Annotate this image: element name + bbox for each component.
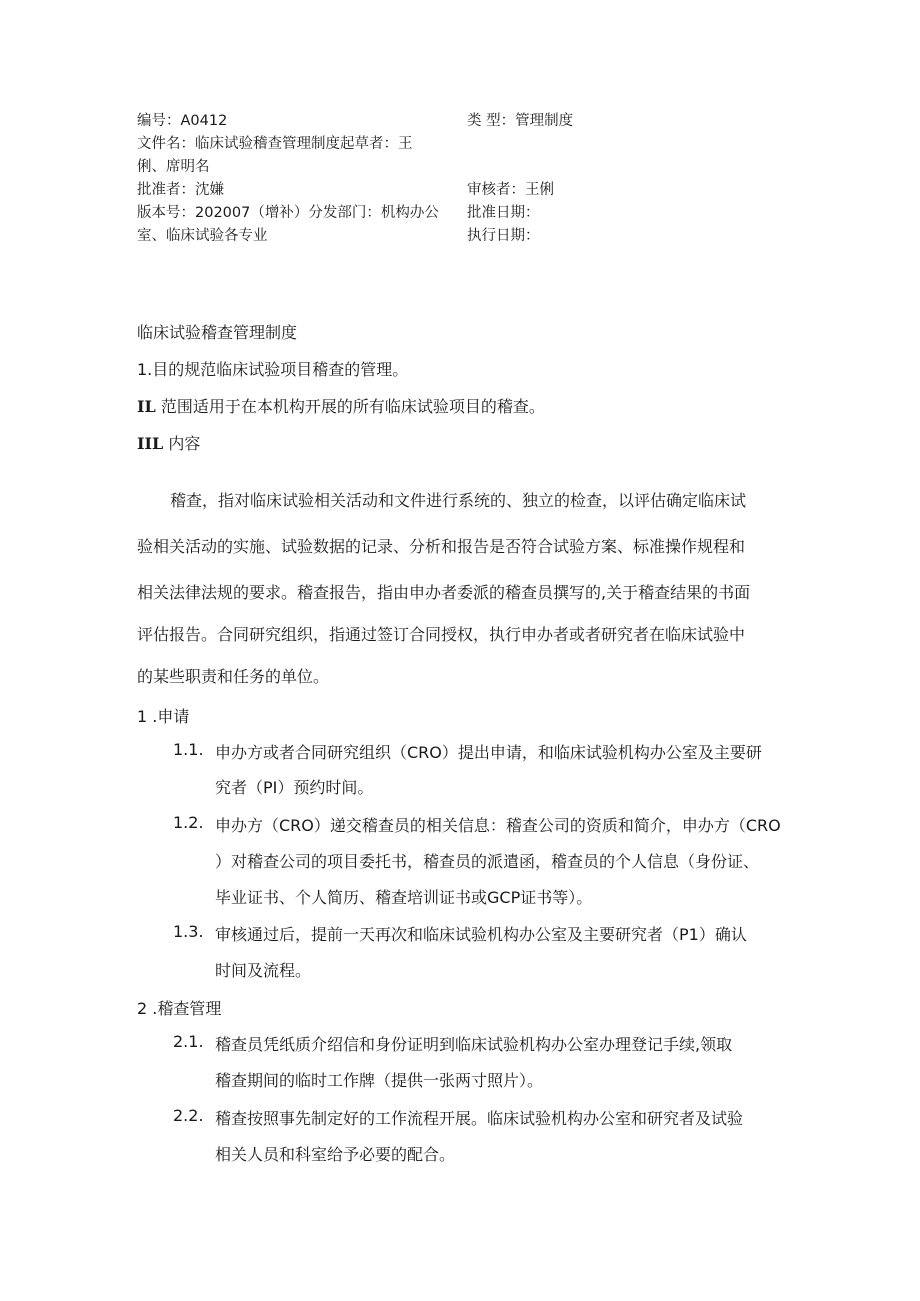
definition-line: 的某些职责和任务的单位。: [137, 667, 330, 686]
item-line: 究者（PI）预约时间。: [215, 778, 374, 797]
section-heading-apply: [137, 704, 189, 727]
doc-code: 编号：A0412: [137, 113, 228, 129]
item-number: 1.1.: [173, 740, 204, 759]
definition-line: 评估报告。合同研究组织，指通过签订合同授权，执行申办者或者研究者在临床试验中: [137, 625, 746, 644]
purpose-text: 目的规范临床试验项目稽查的管理。: [152, 360, 409, 379]
item-line: 审核通过后，提前一天再次和临床试验机构办公室及主要研究者（P1）确认: [215, 925, 747, 944]
doc-filename-line1: 文件名：临床试验稽查管理制度起草者：王: [137, 136, 413, 152]
document-meta-right: [467, 110, 767, 248]
section-heading-audit: [137, 996, 221, 1019]
document-meta-left: [137, 110, 447, 248]
doc-reviewer: 审核者：王俐: [467, 182, 554, 198]
item-line: 申办方或者合同研究组织（CRO）提出申请，和临床试验机构办公室及主要研: [215, 743, 762, 762]
section-title: 申请: [157, 707, 190, 726]
section-title: 稽查管理: [157, 999, 222, 1018]
purpose-number: 1.: [137, 360, 153, 379]
doc-approver: 批准者：沈嫌: [137, 182, 224, 198]
item-number: 2.2.: [173, 1106, 204, 1125]
purpose-line: [137, 357, 408, 380]
scope-number: IL: [137, 397, 156, 416]
item-number: 1.2.: [173, 813, 204, 832]
content-text: 内容: [168, 434, 201, 453]
item-line: 申办方（CRO）递交稽查员的相关信息：稽查公司的资质和简介，申办方（CRO: [215, 816, 781, 835]
content-number: IIL: [137, 434, 164, 453]
definition-line: 稽查，指对临床试验相关活动和文件进行系统的、独立的检查，以评估确定临床试: [170, 491, 747, 510]
item-line: 稽查按照事先制定好的工作流程开展。临床试验机构办公室和研究者及试验: [215, 1109, 744, 1128]
definition-line: 验相关活动的实施、试验数据的记录、分析和报告是否符合试验方案、标准操作规程和: [137, 537, 746, 556]
section-number: 1 .: [137, 707, 158, 726]
content-line: [137, 431, 200, 454]
item-line: 稽查员凭纸质介绍信和身份证明到临床试验机构办公室办理登记手续,领取: [215, 1035, 733, 1054]
item-line: 毕业证书、个人简历、稽查培训证书或GCP证书等）。: [215, 888, 593, 907]
scope-text: 范围适用于在本机构开展的所有临床试验项目的稽查。: [160, 397, 545, 416]
section-number: 2 .: [137, 999, 158, 1018]
item-line: 相关人员和科室给予必要的配合。: [215, 1145, 456, 1164]
doc-version-line2: 室、临床试验各专业: [137, 228, 268, 244]
doc-approve-date: 批准日期：: [467, 205, 540, 221]
definition-line: 相关法律法规的要求。稽查报告，指由申办者委派的稽查员撰写的,关于稽查结果的书面: [137, 583, 751, 602]
doc-type: 类 型：管理制度: [467, 113, 574, 129]
doc-exec-date: 执行日期：: [467, 228, 540, 244]
item-line: 时间及流程。: [215, 961, 312, 980]
item-line: 稽查期间的临时工作牌（提供一张两寸照片）。: [215, 1071, 544, 1090]
document-title: 临床试验稽查管理制度: [137, 323, 298, 342]
scope-line: [137, 394, 545, 417]
item-number: 1.3.: [173, 922, 204, 941]
item-line: ）对稽查公司的项目委托书，稽查员的派遣函，稽查员的个人信息（身份证、: [215, 852, 760, 871]
item-number: 2.1.: [173, 1032, 204, 1051]
doc-version-line1: 版本号：202007（增补）分发部门：机构办公: [137, 205, 439, 221]
doc-filename-line2: 俐、席明名: [137, 159, 210, 175]
